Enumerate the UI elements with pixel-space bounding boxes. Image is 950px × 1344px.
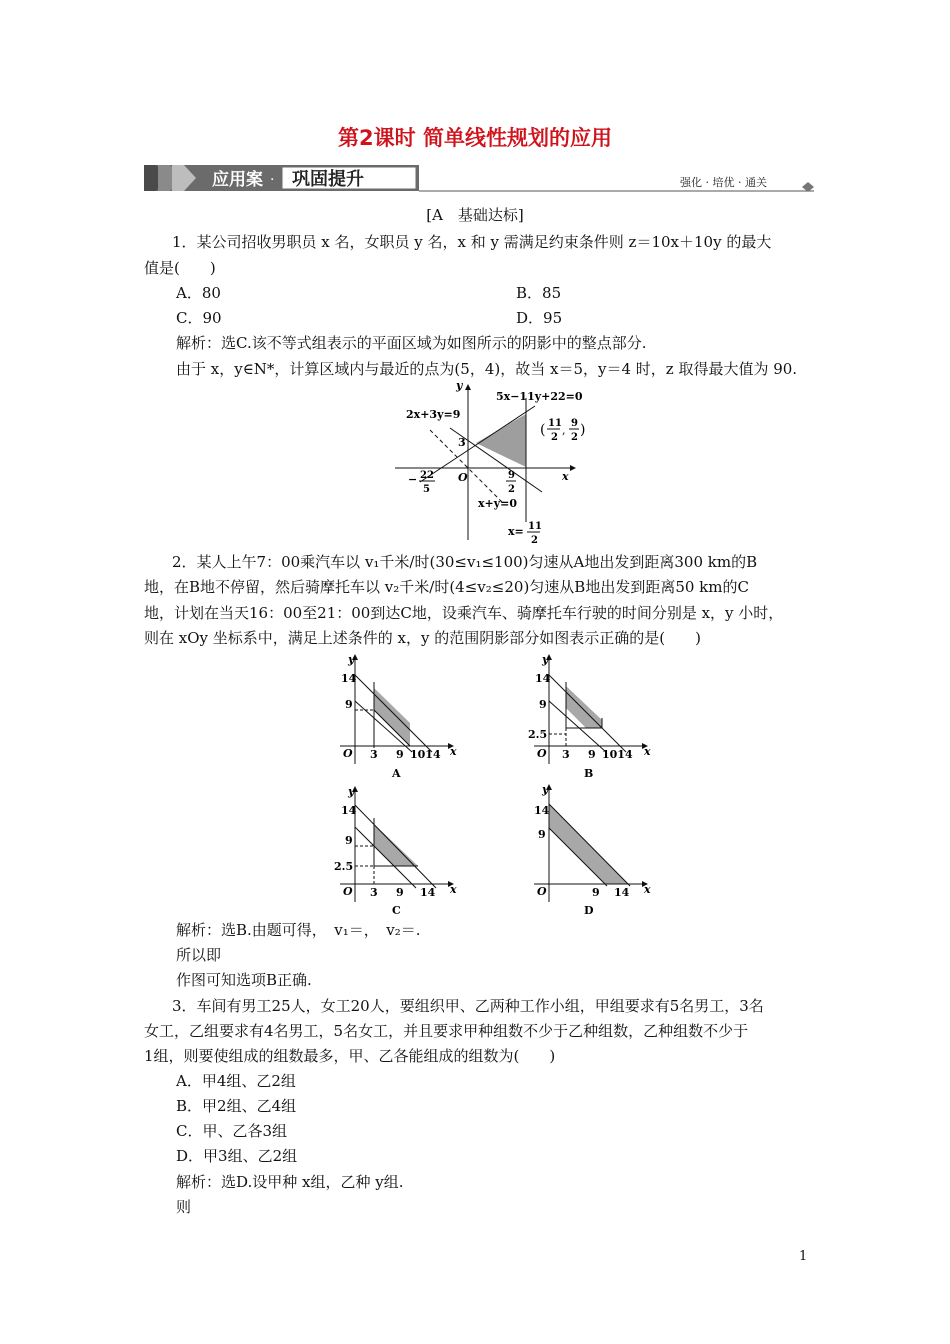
q3-option-b: B．甲2组、乙4组 [176,1097,297,1115]
q2a-xtick-1014: 1014 [410,748,441,761]
q1-line-label-2: 5x−11y+22=0 [496,390,583,403]
q3-option-a: A．甲4组、乙2组 [176,1072,296,1090]
q1-figure [390,380,590,545]
q1-line4-num: 11 [528,521,542,532]
q2-stem-4: 则在 xOy 坐标系中，满足上述条件的 x，y 的范围阴影部分如图表示正确的是( ) [144,629,701,647]
q2c-ytick-9: 9 [345,834,353,847]
q2b-y-label: y [542,653,549,666]
page-number: 1 [799,1249,808,1264]
q1-vertex-den2: 2 [571,432,578,443]
q2b-ytick-2-5: 2.5 [528,728,548,741]
q2d-ytick-9: 9 [538,828,546,841]
q1-y3: 3 [458,436,466,449]
q2a-x-label: x [450,745,457,758]
q1-x-axis-label: x [562,470,569,483]
section-heading: [A 基础达标] [426,206,524,224]
q2-analysis-2: 所以即 [176,946,222,964]
q2c-origin: O [343,885,353,898]
q2c-x-label: x [450,883,457,896]
q3-stem-3: 1组，则要使组成的组数最多，甲、乙各能组成的组数为( ) [144,1047,556,1065]
q2a-ytick-9: 9 [345,698,353,711]
q2c-ytick-2-5: 2.5 [334,860,354,873]
q2c-xtick-3: 3 [370,886,378,899]
q1-stem-2: 值是( ) [144,259,216,277]
q1-option-b: B．85 [516,284,562,302]
banner-tag: 强化 · 培优 · 通关 [680,176,767,189]
q2d-xtick-9: 9 [592,886,600,899]
q1-option-d: D．95 [516,309,563,327]
q2a-label: A [392,767,401,780]
q3-option-d: D．甲3组、乙2组 [176,1147,298,1165]
q2-stem-3: 地，计划在当天16：00至21：00到达C地，设乘汽车、骑摩托车行驶的时间分别是 x，y 小时， [144,604,784,622]
q1-x9-den: 2 [508,484,515,495]
q2a-xtick-3: 3 [370,748,378,761]
q2-graph-a [332,652,462,780]
q2d-ytick-14: 14 [534,804,550,817]
section-banner [144,162,814,194]
q1-vertex-den1: 2 [551,432,558,443]
q2-stem-1: 2．某人上午7：00乘汽车以 v₁千米/时(30≤v₁≤100)匀速从A地出发到距离300 km的B [172,553,758,571]
q1-option-a: A．80 [176,284,221,302]
q3-analysis-2: 则 [176,1198,192,1216]
page-title: 第2课时 简单线性规划的应用 [338,126,612,150]
q1-line-label-1: 2x+3y=9 [406,408,461,421]
q2a-origin: O [343,747,353,760]
q1-analysis-2: 由于 x，y∈N*，计算区域内与最近的点为(5，4)，故当 x＝5，y＝4 时，z 取得最大值为 90. [176,360,798,378]
q2-graph-c [332,780,462,918]
q1-vertex-num2: 9 [571,418,578,429]
q1-vertex-num1: 11 [548,418,562,429]
q2a-y-label: y [348,653,355,666]
q2d-xtick-14: 14 [614,886,630,899]
q2b-xtick-1014: 1014 [602,748,633,761]
banner-dot: · [270,172,275,188]
q2-graph-b [526,652,656,780]
q2c-xtick-14: 14 [420,886,436,899]
q2d-y-label: y [542,783,549,796]
q1-neg-sign: − [408,473,418,486]
q1-y-axis-label: y [456,380,463,392]
q1-line-label-3: x+y=0 [478,497,518,510]
banner-right-text: 巩固提升 [292,169,364,190]
q1-neg-den: 5 [423,484,430,495]
q3-stem-1: 3．车间有男工25人，女工20人，要组织甲、乙两种工作小组，甲组要求有5名男工，3名 [172,997,764,1015]
q2c-y-label: y [348,785,355,798]
q2-analysis-1: 解析：选B.由题可得， v₁＝， v₂＝. [176,921,421,939]
q1-vertex-close: ) [580,422,586,438]
q1-vertex-comma: , [562,424,566,437]
q1-neg-num: 22 [420,470,434,481]
q2c-xtick-9: 9 [396,886,404,899]
q2-analysis-3: 作图可知选项B正确. [176,971,312,989]
q2b-xtick-9: 9 [588,748,596,761]
q2c-ytick-14: 14 [341,804,357,817]
q3-stem-2: 女工，乙组要求有4名男工，5名女工，并且要求甲种组数不少于乙种组数，乙种组数不少于 [144,1022,749,1040]
q1-origin: O [458,471,468,484]
q2b-origin: O [537,747,547,760]
q3-option-c: C．甲、乙各3组 [176,1122,288,1140]
q2b-ytick-14: 14 [535,672,551,685]
q2d-origin: O [537,885,547,898]
q1-line4-den: 2 [531,535,538,545]
banner-left-text: 应用案 [212,170,263,190]
q2c-label: C [392,904,401,917]
q2b-x-label: x [644,745,651,758]
q3-analysis-1: 解析：选D.设甲种 x组，乙种 y组. [176,1173,404,1191]
q1-stem-1: 1．某公司招收男职员 x 名，女职员 y 名，x 和 y 需满足约束条件则 z＝10x＋10y 的最大 [172,233,772,251]
q2a-xtick-9: 9 [396,748,404,761]
q1-analysis-1: 解析：选C.该不等式组表示的平面区域为如图所示的阴影中的整点部分. [176,334,647,352]
q2b-ytick-9: 9 [539,698,547,711]
q1-vertex-open: ( [540,422,546,438]
q2b-xtick-3: 3 [562,748,570,761]
q2a-ytick-14: 14 [341,672,357,685]
q2d-x-label: x [644,883,651,896]
q1-x9-num: 9 [508,470,515,481]
q2-stem-2: 地，在B地不停留，然后骑摩托车以 v₂千米/时(4≤v₂≤20)匀速从B地出发到距离50 km的C [144,578,749,596]
q2b-label: B [584,767,594,780]
q1-option-c: C．90 [176,309,222,327]
q2d-label: D [584,904,594,917]
q2-graph-d [526,780,656,918]
q1-line4-prefix: x= [508,525,524,538]
